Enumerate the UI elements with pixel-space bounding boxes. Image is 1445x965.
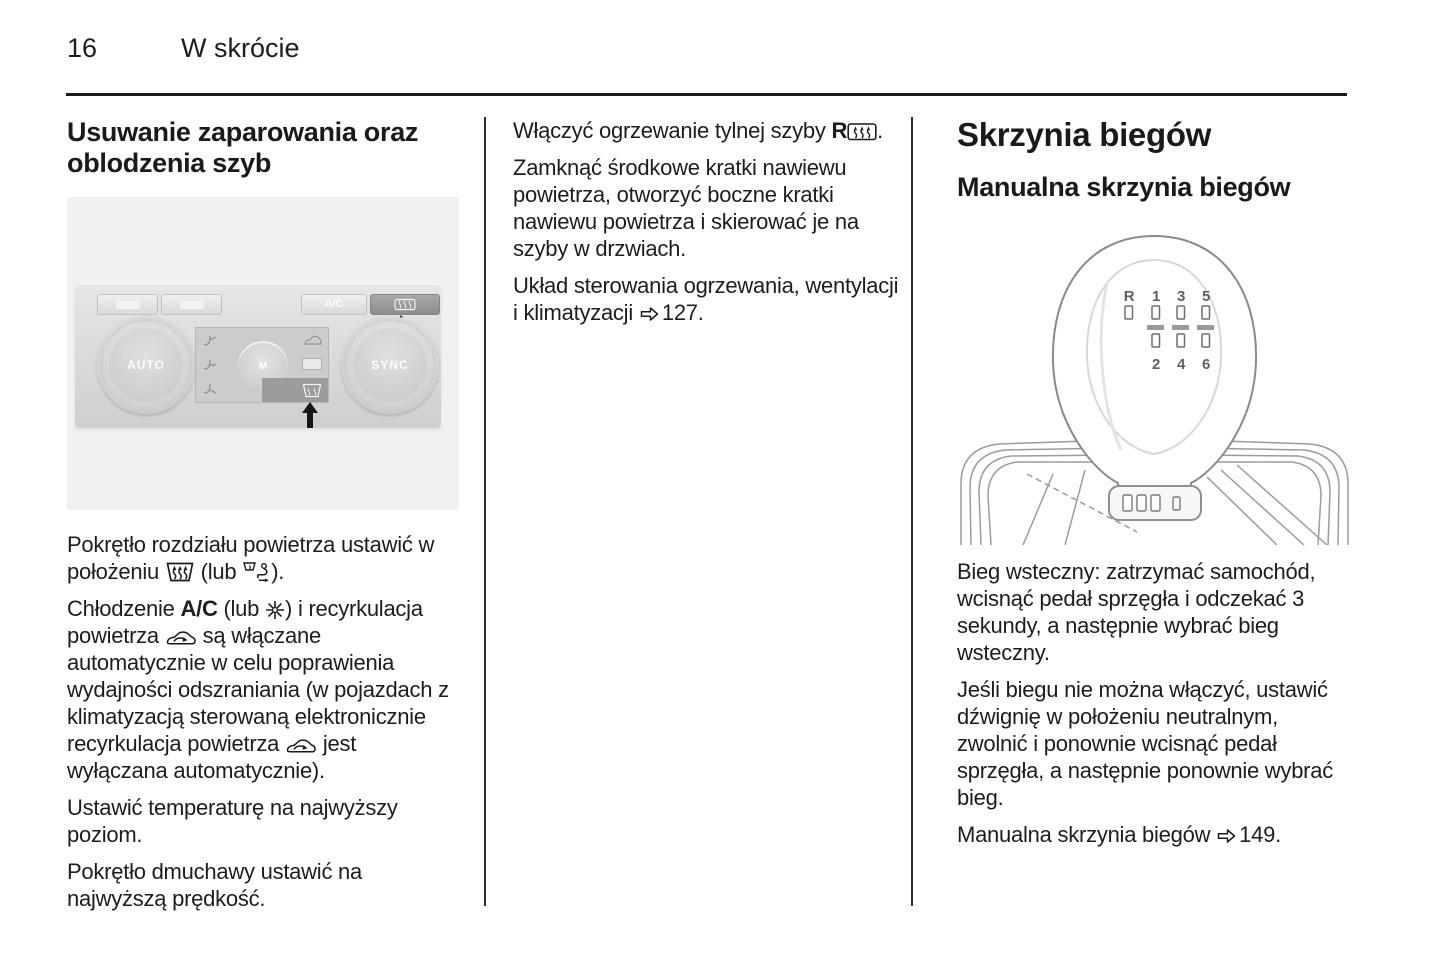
gear-lever-drawing [957,222,1352,545]
paragraph-hvac-reference [513,272,903,326]
recirculation-icon [285,737,317,755]
section-heading-defogging: Usuwanie zaparowania oraz oblodzenia szyb [67,117,419,178]
text-run: ). [271,559,285,584]
paragraph-rear-window-heating [513,117,903,144]
column-rear-heating [513,117,903,336]
text-run: Manualna skrzynia biegów [957,822,1217,847]
text-run: . [877,118,883,143]
recirculation-icon [165,629,197,647]
paragraph-reverse-gear: Bieg wsteczny: zatrzymać samochód, wcisnąć pedał sprzęgła i odczekać 3 sekundy, a następnie wybrać bieg wsteczny. [957,559,1316,665]
ac-button-label: A/C [324,298,344,310]
column-gearbox [957,114,1337,858]
text-run: (lub [217,596,265,621]
rear-defrost-icon [394,298,416,311]
auto-knob-label: AUTO [109,328,183,402]
gear-label: 4 [1176,356,1186,373]
paragraph-air-distribution [67,531,461,585]
panel-button-left-2 [161,294,222,315]
windshield-defrost-icon [165,561,195,583]
up-arrow-icon [302,402,318,428]
auto-knob [97,316,195,414]
gear-lever-figure [957,222,1352,545]
sync-knob-label: SYNC [353,328,427,402]
paragraph-vents: Zamknąć środkowe kratki nawiewu powietrza, otworzyć boczne kratki nawiewu powietrza i skierować je na szyby w drzwiach. [513,155,859,261]
section-heading-gearbox: Skrzynia biegów [957,116,1212,153]
text-run: Układ sterowania ogrzewania, wentylacji i klimatyzacji [513,273,899,325]
gear-label: 3 [1176,288,1186,305]
rear-defrost-icon [847,121,877,142]
air-distribution-icon [201,381,219,395]
gear-label: R [1123,288,1135,305]
text-run: jest wyłączana automatycznie). [67,731,357,783]
page-ref-arrow-icon [640,306,659,322]
paragraph-cooling-recirculation [67,595,461,784]
ac-label: A/C [180,596,218,621]
page-reference: 149. [1239,822,1281,847]
page-reference: 127. [661,300,704,325]
windshield-defrost-cell [262,378,328,402]
page-ref-arrow-icon [1217,828,1236,844]
gear-label: 5 [1201,288,1211,305]
recirculation-icon [303,333,323,347]
panel-button-left-1 [97,294,158,315]
chapter-title: W skrócie [181,33,300,63]
button-glyph [116,301,140,309]
climate-panel [75,285,441,428]
text-run: Włączyć ogrzewanie tylnej szyby [513,118,832,143]
text-run: Pokrętło rozdziału powietrza ustawić w położeniu [67,532,435,584]
paragraph-blower: Pokrętło dmuchawy ustawić na najwyższą prędkość. [67,859,363,911]
text-run: (lub [194,559,243,584]
center-module [195,327,329,403]
gear-label: 6 [1201,356,1211,373]
gear-label: 2 [1151,356,1161,373]
column-divider [484,117,486,906]
ac-button [301,294,367,315]
subsection-heading-manual-gearbox: Manualna skrzynia biegów [957,172,1291,202]
climate-control-figure [67,197,459,510]
column-divider [911,117,913,906]
paragraph-manual-gearbox-reference [957,821,1337,848]
sync-knob [341,316,439,414]
paragraph-temperature: Ustawić temperaturę na najwyższy poziom. [67,795,398,847]
air-distribution-icon [201,357,219,371]
snowflake-icon [265,600,285,620]
windshield-footwell-icon [242,561,271,583]
column-defogging [67,117,461,922]
display-icon [302,358,322,370]
windshield-defrost-icon [302,383,322,398]
header-rule [66,93,1347,96]
button-glyph [180,301,204,309]
air-distribution-icon [201,333,219,347]
mode-knob-label: M [258,360,268,372]
paragraph-gear-retry: Jeśli biegu nie można włączyć, ustawić dźwignię w położeniu neutralnym, zwolnić i ponownie wcisnąć pedał sprzęgła, a następnie ponownie wybrać bieg. [957,677,1333,810]
rear-defrost-button [370,294,440,315]
page-number: 16 [67,33,98,63]
gear-label: 1 [1151,288,1161,305]
r-button-label: R [831,118,848,143]
text-run: ) i recyrkulacja powietrza [67,596,423,648]
text-run: Chłodzenie [67,596,181,621]
text-run: są włączane automatycznie w celu poprawienia wydajności odszraniania (w pojazdach z klimatyzacją sterowaną elektronicznie recyrkulacja powietrza [67,623,449,756]
